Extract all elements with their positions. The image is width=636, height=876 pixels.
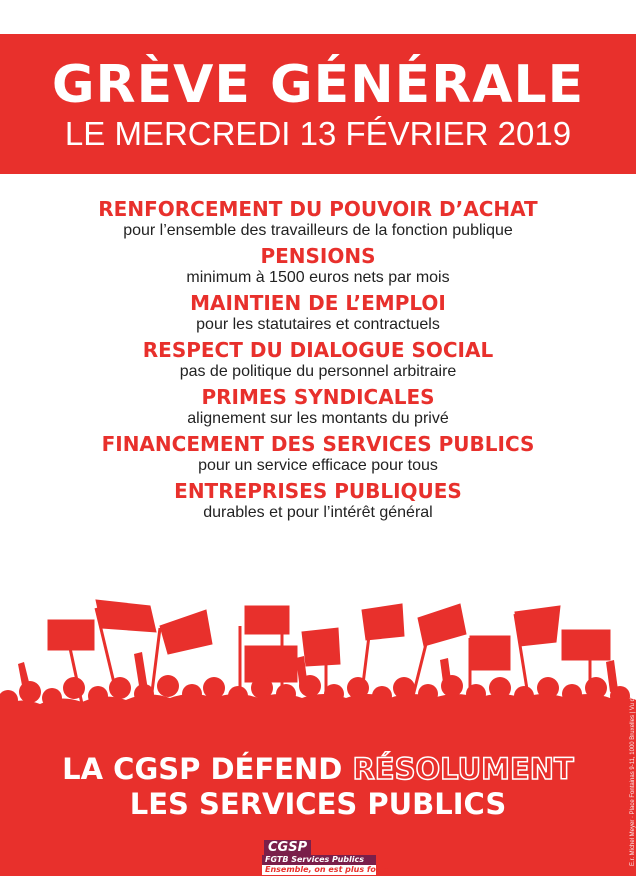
demand-title: PRIMES SYNDICALES [201,385,435,409]
slogan-line-1 [0,752,636,787]
demand-subtitle: pas de politique du personnel arbitraire [179,363,457,380]
demand-title: RESPECT DU DIALOGUE SOCIAL [142,338,494,362]
demand-item [0,432,636,475]
demands-list [0,197,636,526]
demand-subtitle: pour un service efficace pour tous [198,457,438,474]
publisher-credit: É.r. Michel Meyer · Place Fontainas 9-11, 1000 Bruxelles | Vu de ne pas jeter sur la voie publique | s.s.p. [630,589,636,866]
demand-title: MAINTIEN DE L’EMPLOI [190,291,446,315]
demand-title: FINANCEMENT DES SERVICES PUBLICS [101,432,535,456]
demand-subtitle: pour l’ensemble des travailleurs de la fonction publique [123,222,513,239]
demand-subtitle: alignement sur les montants du privé [187,410,449,427]
demand-item [0,244,636,287]
demand-item [0,338,636,381]
demand-title: RENFORCEMENT DU POUVOIR D’ACHAT [98,197,538,221]
demand-item [0,291,636,334]
demand-subtitle: minimum à 1500 euros nets par mois [186,269,450,286]
cgsp-logo [262,836,389,874]
slogan-emphasis: RÉSOLUMENT [352,752,574,786]
logo-name: CGSP [264,840,311,855]
slogan [0,752,636,822]
demand-title: PENSIONS [260,244,376,268]
logo-subtitle: FGTB Services Publics [262,855,376,865]
demand-item [0,479,636,522]
demand-subtitle: durables et pour l’intérêt général [203,504,433,521]
demand-item [0,197,636,240]
protest-crowd-silhouette [0,588,636,748]
demand-title: ENTREPRISES PUBLIQUES [174,479,462,503]
slogan-line-1-main: LA CGSP DÉFEND [62,752,353,786]
strike-date: LE MERCREDI 13 FÉVRIER 2019 [64,115,572,152]
demand-subtitle: pour les statutaires et contractuels [196,316,440,333]
logo-tagline: Ensemble, on est plus forts [262,865,376,875]
poster-headline: GRÈVE GÉNÉRALE [51,55,585,115]
demand-item [0,385,636,428]
slogan-line-2: LES SERVICES PUBLICS [129,787,507,821]
